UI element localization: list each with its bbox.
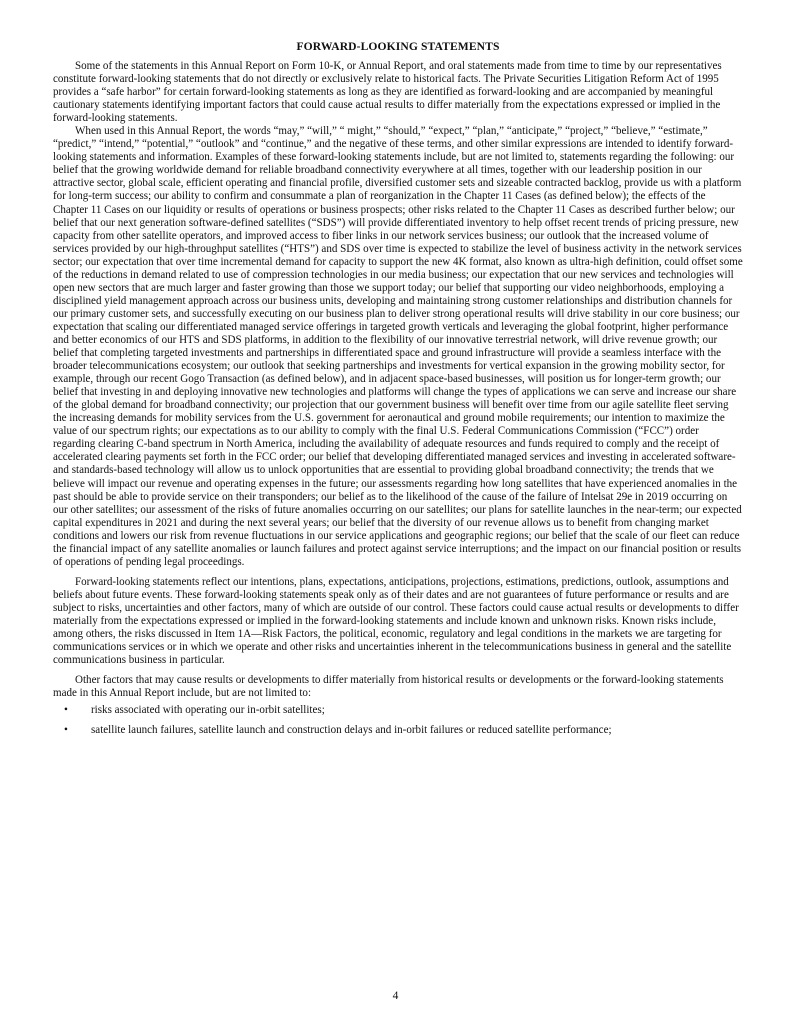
section-heading: FORWARD-LOOKING STATEMENTS bbox=[296, 40, 500, 53]
paragraph-intro: Some of the statements in this Annual Report on Form 10-K, or Annual Report, and oral statements made from time to time by our representatives constitute forward-looking statements that do not directly or exclusively relate to historical facts. The Private Securities Litigation Reform Act of 1995 provides a “safe harbor” for certain forward-looking statements as long as they are identified as forward-looking and are accompanied by meaningful cautionary statements identifying important factors that could cause actual results to differ materially from the expectations expressed or implied in the forward-looking statements. bbox=[53, 60, 722, 125]
list-item bbox=[53, 724, 743, 737]
list-item-text: satellite launch failures, satellite launch and construction delays and in-orbit failures or reduced satellite performance; bbox=[91, 724, 612, 737]
list-item-text: risks associated with operating our in-orbit satellites; bbox=[91, 704, 325, 717]
paragraph-other-factors: Other factors that may cause results or developments to differ materially from historical results or developments or the forward-looking statements made in this Annual Report include, but are not limited to: bbox=[53, 674, 724, 700]
list-item bbox=[53, 704, 743, 717]
bullet-icon: • bbox=[64, 724, 68, 737]
paragraph-risks: Forward-looking statements reflect our intentions, plans, expectations, anticipations, projections, estimations, predictions, outlook, assumptions and beliefs about future events. These forward-looking statements speak only as of their dates and are not guarantees of future performance or results and are subject to risks, uncertainties and other factors, many of which are outside of our control. These factors could cause actual results or developments to differ materially from the expectations expressed or implied in the forward-looking statements and include known and unknown risks. Known risks include, among others, the risks discussed in Item 1A—Risk Factors, the political, economic, regulatory and legal conditions in the markets we are targeting for communications services or in which we operate and other risks and uncertainties inherent in the telecommunications business in general and the satellite communications business in particular. bbox=[53, 575, 739, 667]
risk-factor-list bbox=[53, 704, 743, 737]
paragraph-examples: When used in this Annual Report, the words “may,” “will,” “ might,” “should,” “expect,” “plan,” “anticipate,” “project,” “believe,” “estimate,” “predict,” “intend,” “potential,” “outlook” and “continue,” and the negative of these terms, and other similar expressions are intended to identify forward-looking statements and information. Examples of these forward-looking statements include, but are not limited to, statements regarding the following: our belief that the growing worldwide demand for reliable broadband connectivity everywhere at all times, together with our leadership position in our attractive sector, global scale, efficient operating and financial profile, diversified customer sets and sizeable contracted backlog, provide us with a platform for long-term success; our ability to confirm and consummate a plan of reorganization in the Chapter 11 Cases (as defined below); the effects of the Chapter 11 Cases on our liquidity or results of operations or business prospects; other risks related to the Chapter 11 Cases as described further below; our belief that our next generation software-defined satellites (“SDS”) will provide differentiated inventory to help offset recent trends of pricing pressure, new capacity from other satellite operators, and improved access to fiber links in our network services business; our outlook that the increased volume of services provided by our high-throughput satellites (“HTS”) and SDS over time is expected to stabilize the level of business activity in the network services sector; our expectation that over time incremental demand for capacity to support the new 4K format, also known as ultra-high definition, could offset some of the reductions in demand related to use of compression technologies in our media business; our expectation that our new services and technologies will open new sectors that are much larger and faster growing than those we support today; our belief that supporting our video neighborhoods, employing a disciplined yield management approach across our business units, developing and maintaining strong customer relationships and distribution channels for our primary customer sets, and successfully executing on our business plan to deliver strong operational results will drive stability in our core business; our expectation that scaling our differentiated managed service offerings in targeted growth verticals and leveraging the global footprint, higher performance and better economics of our HTS and SDS platforms, in addition to the flexibility of our innovative terrestrial network, will drive revenue growth; our belief that completing targeted investments and partnerships in differentiated space and ground infrastructure will provide a seamless interface with the broader telecommunications ecosystem; our outlook that seeking partnerships and investments for vertical expansion in the growing mobility sector, for example, through our recent Gogo Transaction (as defined below), and in adjacent space-based businesses, will position us for longer-term growth; our belief that investing in and deploying innovative new technologies and platforms will change the types of applications we can serve and increase our share of the global demand for broadband connectivity; our projection that our government business will benefit over time from our agile satellite fleet serving the increasing demands for mobility services from the U.S. government for aeronautical and ground mobile requirements; our intention to maximize the value of our spectrum rights; our expectations as to our ability to comply with the final U.S. Federal Communications Commission (“FCC”) order regarding clearing C-band spectrum in North America, including the availability of adequate resources and funds required to comply and the receipt of accelerated clearing payments set forth in the FCC order; our belief that developing differentiated managed services and investing in accelerated software- and standards-based technology will allow us to unlock opportunities that are essential to providing global broadband connectivity; the trends that we believe will impact our revenue and operating expenses in the future; our assessments regarding how long satellites that have experienced anomalies in the past should be able to provide service on their transponders; our belief as to the likelihood of the cause of the failure of Intelsat 29e in 2019 occurring on our other satellites; our assessment of the risks of future anomalies occurring on our satellites; our plans for satellite launches in the near-term; our expected capital expenditures in 2021 and during the next several years; our belief that the diversity of our revenue allows us to benefit from changing market conditions and lowers our risk from revenue fluctuations in our service applications and geographic regions; our belief that the scale of our fleet can reduce the financial impact of any satellite anomalies or launch failures and protect against service interruptions; and the impact on our financial position or results of operations of pending legal proceedings. bbox=[53, 125, 743, 568]
bullet-icon: • bbox=[64, 704, 68, 717]
document-page bbox=[53, 40, 743, 744]
page-number: 4 bbox=[392, 990, 399, 1002]
